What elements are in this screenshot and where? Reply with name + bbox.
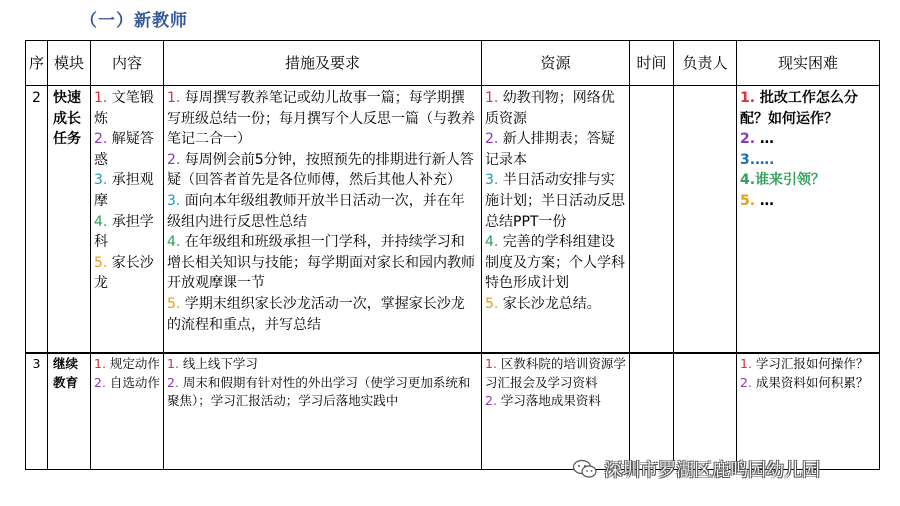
row-resources-list <box>482 353 630 470</box>
item-text: 区教科院的培训资源学习汇报会及学习资料 <box>485 356 626 390</box>
row-module: 继续教育 <box>48 353 91 470</box>
item-number: 5. <box>485 295 499 312</box>
row-owner <box>674 353 737 470</box>
item-number: 5. <box>740 192 756 209</box>
item-number: 1. <box>167 356 179 371</box>
list-item <box>485 392 626 411</box>
item-number: 1. <box>94 356 106 371</box>
item-number: 2. <box>740 374 752 390</box>
item-text: 自选动作 <box>105 374 160 390</box>
wechat-icon <box>572 459 598 479</box>
item-number: 4. <box>94 213 108 230</box>
row-module: 快速成长任务 <box>48 86 91 354</box>
list-item <box>740 170 876 191</box>
item-number: 1. <box>167 90 181 106</box>
header-resources: 资源 <box>482 41 630 86</box>
row-time <box>630 353 674 470</box>
row-seq: 2 <box>26 86 48 354</box>
list-item <box>740 374 876 393</box>
page-title: （一）新教师 <box>80 11 188 31</box>
item-text: 面向本年级组教师开放半日活动一次，并在年级组内进行反思性总结 <box>167 192 465 230</box>
watermark <box>572 456 820 482</box>
item-text: 解疑答惑 <box>94 131 154 168</box>
list-item <box>94 374 160 393</box>
item-text: 承担观摩 <box>94 172 154 209</box>
list-item <box>167 88 478 150</box>
item-text: 成果资料如何积累？ <box>751 374 869 390</box>
item-text: 完善的学科组建设制度及方案；个人学科特色形成计划 <box>485 234 625 292</box>
list-item <box>485 129 626 170</box>
item-number: 3. <box>485 172 499 189</box>
header-content: 内容 <box>91 41 164 86</box>
item-number: 2. <box>94 374 106 390</box>
table-header-row <box>26 41 880 86</box>
header-owner: 负责人 <box>674 41 737 86</box>
list-item <box>740 150 876 171</box>
item-text: 谁来引领？ <box>755 172 826 189</box>
item-text: 批改工作怎么分配？如何运作？ <box>740 90 858 127</box>
item-number: 3. <box>167 192 181 209</box>
item-text: … <box>755 131 774 148</box>
item-text: 家长沙龙 <box>94 254 154 292</box>
header-measures: 措施及要求 <box>164 41 482 86</box>
item-number: 2. <box>94 131 108 148</box>
list-item <box>94 170 160 211</box>
item-text: 周末和假期有针对性的外出学习（使学习更加系统和聚焦）；学习汇报活动；学习后落地实践中 <box>167 374 471 409</box>
item-number: 1. <box>485 90 499 106</box>
item-text: …. <box>755 151 775 168</box>
item-number: 4. <box>485 234 499 251</box>
list-item <box>167 294 478 335</box>
row-resources-list <box>482 86 630 354</box>
list-item <box>94 355 160 374</box>
item-number: 2. <box>485 131 499 148</box>
item-number: 1. <box>94 90 108 106</box>
item-text: 承担学科 <box>94 213 154 251</box>
row-seq: 3 <box>26 353 48 470</box>
list-item <box>167 355 478 374</box>
list-item <box>167 374 478 411</box>
plan-table-continuing <box>25 352 880 470</box>
item-number: 5. <box>94 254 108 271</box>
row-content-list <box>91 353 164 470</box>
row-content-list <box>91 86 164 354</box>
list-item <box>485 170 626 232</box>
list-item <box>485 355 626 392</box>
list-item <box>167 150 478 191</box>
table-row <box>26 86 880 354</box>
list-item <box>740 355 876 374</box>
list-item <box>94 212 160 253</box>
item-number: 5. <box>167 295 181 312</box>
row-owner <box>674 86 737 354</box>
item-number: 1. <box>740 356 752 371</box>
list-item <box>740 191 876 212</box>
row-measures-list <box>164 353 482 470</box>
item-number: 3. <box>94 172 108 189</box>
item-number: 1. <box>740 90 756 106</box>
item-text: 学习落地成果资料 <box>496 393 601 409</box>
list-item <box>485 232 626 294</box>
row-difficulty-list <box>737 86 880 354</box>
row-measures-list <box>164 86 482 354</box>
list-item <box>740 129 876 150</box>
list-item <box>94 253 160 294</box>
item-text: 在年级组和班级承担一门学科，并持续学习和增长相关知识与技能；每学期面对家长和园内教师开放观摩课一节 <box>167 234 475 292</box>
row-difficulty-list <box>737 353 880 470</box>
header-seq: 序 <box>26 41 48 86</box>
header-module: 模块 <box>48 41 91 86</box>
item-text: 线上线下学习 <box>178 356 258 371</box>
list-item <box>485 88 626 129</box>
item-number: 2. <box>167 151 181 168</box>
item-number: 1. <box>485 356 497 371</box>
list-item <box>94 88 160 129</box>
item-text: … <box>755 192 774 209</box>
item-text: 学期末组织家长沙龙活动一次，掌握家长沙龙的流程和重点，并写总结 <box>167 295 465 333</box>
item-text: 新人排期表；答疑记录本 <box>485 131 615 168</box>
header-difficulty: 现实困难 <box>737 41 880 86</box>
item-number: 2. <box>740 131 756 148</box>
item-number: 4. <box>740 172 756 189</box>
item-text: 家长沙龙总结。 <box>498 295 601 312</box>
list-item <box>167 232 478 294</box>
list-item <box>94 129 160 170</box>
list-item <box>485 294 626 315</box>
item-text: 幼教刊物；网络优质资源 <box>485 90 615 127</box>
list-item <box>167 191 478 232</box>
list-item <box>740 88 876 129</box>
item-text: 每周撰写教养笔记或幼儿故事一篇；每学期撰写班级总结一份；每月撰写个人反思一篇（与教养笔记二合一） <box>167 90 475 148</box>
row-time <box>630 86 674 354</box>
plan-table-main <box>25 40 880 354</box>
item-text: 规定动作 <box>105 356 160 371</box>
item-number: 4. <box>167 234 181 251</box>
item-number: 2. <box>167 374 179 390</box>
item-text: 每周例会前5分钟，按照预先的排期进行新人答疑（回答者首先是各位师傅，然后其他人补充） <box>167 151 474 189</box>
item-text: 半日活动安排与实施计划；半日活动反思总结PPT一份 <box>485 172 625 230</box>
item-text: 文笔锻炼 <box>94 90 154 127</box>
watermark-text: 深圳市罗湖区鹿鸣园幼儿园 <box>604 460 820 481</box>
item-text: 学习汇报如何操作？ <box>751 356 869 371</box>
header-time: 时间 <box>630 41 674 86</box>
item-number: 2. <box>485 393 497 409</box>
table-row <box>26 353 880 470</box>
item-number: 3. <box>740 151 756 168</box>
